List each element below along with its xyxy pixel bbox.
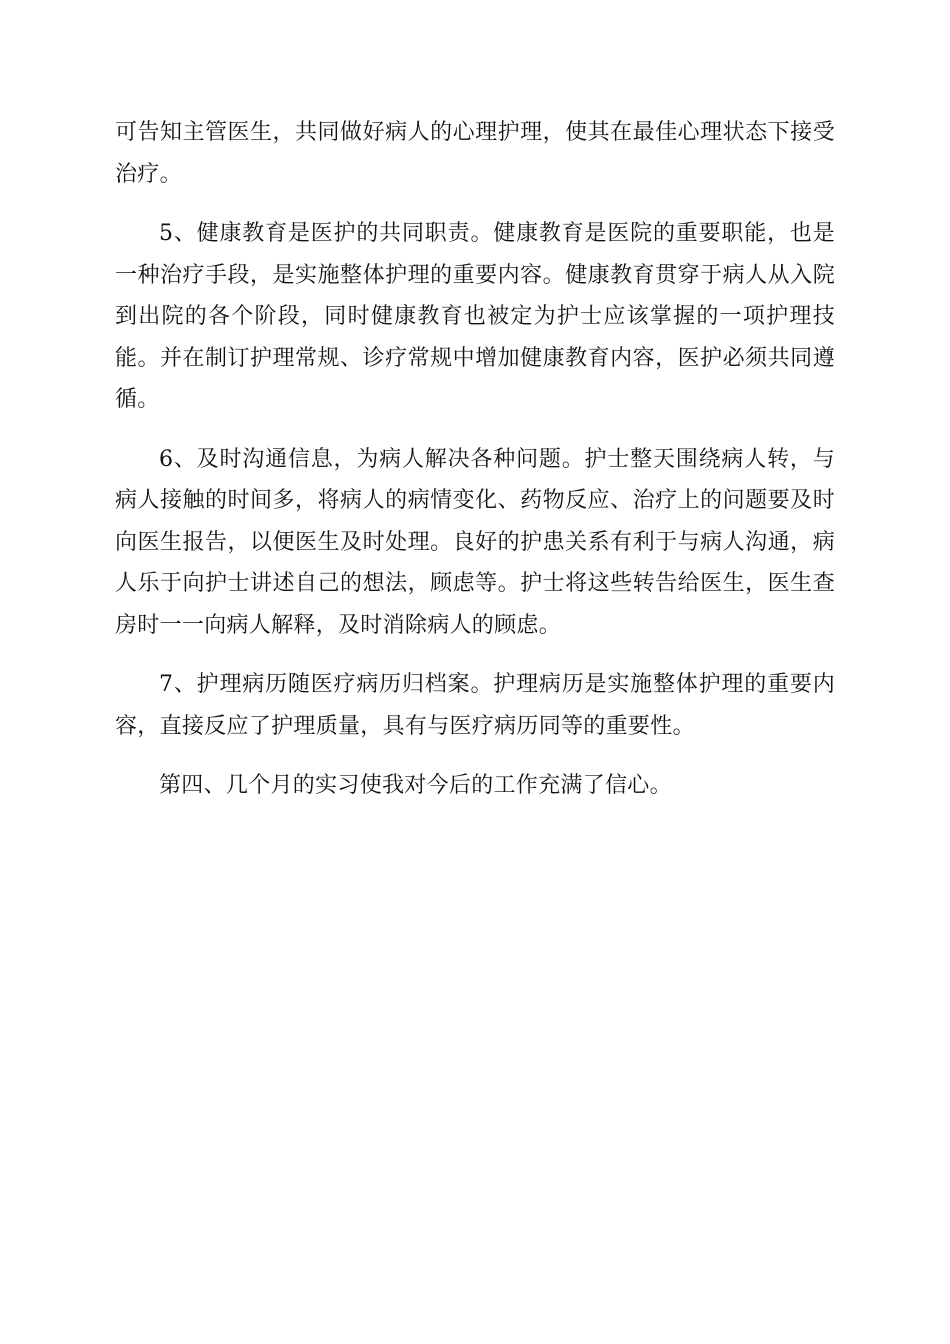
paragraph-communication: 6、及时沟通信息，为病人解决各种问题。护士整天围绕病人转，与病人接触的时间多，将病人的病情变化、药物反应、治疗上的问题要及时向医生报告，以便医生及时处理。良好的护患关系有利于与病人沟通，病人乐于向护士讲述自己的想法，顾虑等。护士将这些转告给医生，医生查房时一一向病人解释，及时消除病人的顾虑。 (115, 446, 835, 638)
document-body (115, 112, 835, 825)
paragraph-nursing-records: 7、护理病历随医疗病历归档案。护理病历是实施整体护理的重要内容，直接反应了护理质量，具有与医疗病历同等的重要性。 (115, 672, 835, 739)
paragraph-continuation: 可告知主管医生，共同做好病人的心理护理，使其在最佳心理状态下接受治疗。 (115, 120, 835, 187)
paragraph-health-education: 5、健康教育是医护的共同职责。健康教育是医院的重要职能，也是一种治疗手段，是实施整体护理的重要内容。健康教育贯穿于病人从入院到出院的各个阶段，同时健康教育也被定为护士应该掌握的一项护理技能。并在制订护理常规、诊疗常规中增加健康教育内容，医护必须共同遵循。 (115, 221, 835, 412)
paragraph-section-four: 第四、几个月的实习使我对今后的工作充满了信心。 (159, 773, 672, 798)
